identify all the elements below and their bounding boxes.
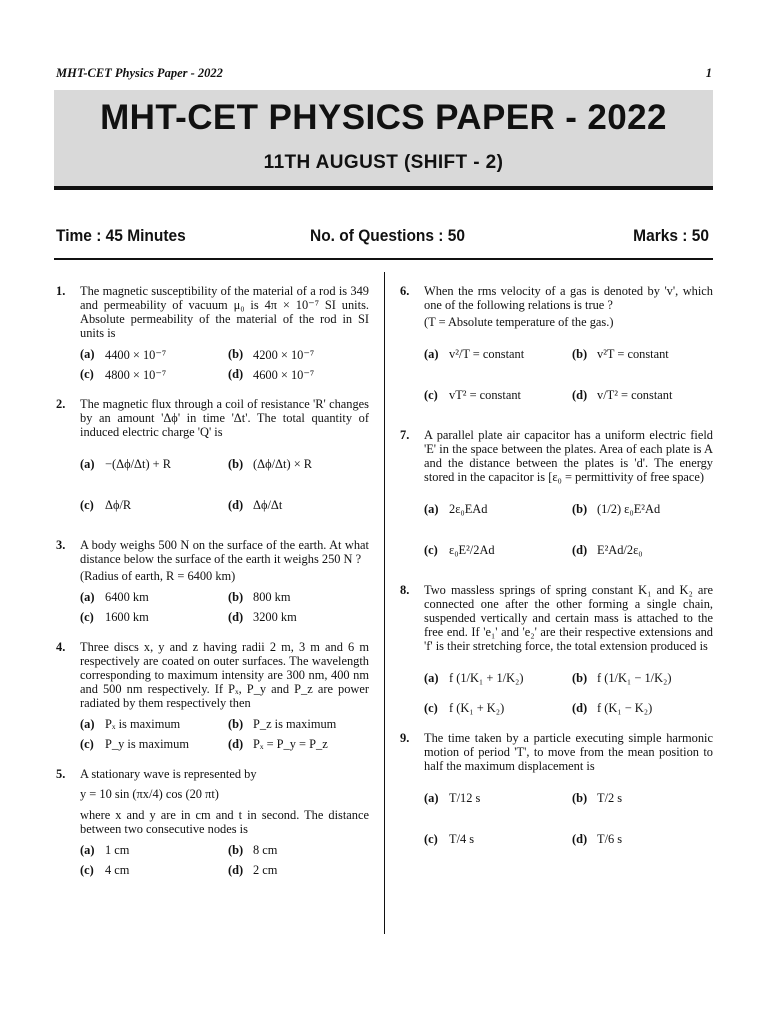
- question-note: where x and y are in cm and t in second. The distance between two consecutive nodes is: [80, 808, 369, 836]
- column-divider: [384, 272, 385, 934]
- option-text: 1 cm: [105, 843, 130, 857]
- question-number: 9.: [400, 731, 410, 745]
- option-text: T/4 s: [449, 831, 475, 846]
- option-text: 2 cm: [253, 863, 278, 877]
- question-4: [56, 640, 369, 753]
- question-number: 6.: [400, 284, 410, 298]
- exam-question-count: No. of Questions : 50: [310, 227, 466, 246]
- question-number: 2.: [56, 397, 66, 411]
- question-text: When the rms velocity of a gas is denoted by 'v', which one of the following relations is true ?: [424, 284, 713, 312]
- question-text: The magnetic flux through a coil of resistance 'R' changes by an amount 'Δϕ' in time 'Δt'. The total quantity of induced electric charge 'Q' is: [80, 397, 369, 439]
- options: [80, 589, 369, 626]
- question-number: 8.: [400, 583, 410, 597]
- option-c: (c) 1600 km: [80, 610, 149, 624]
- paper-title: MHT-CET PHYSICS PAPER - 2022: [100, 98, 667, 137]
- question-text: The time taken by a particle executing simple harmonic motion of period 'T', to move from the mean position to half the maximum displacement is: [424, 731, 713, 773]
- option-text: P_z is maximum: [253, 717, 337, 731]
- option-d: (d) f (K₁ − K₂): [572, 701, 653, 715]
- option-d: (d) Δϕ/Δt: [228, 497, 283, 512]
- question-number: 4.: [56, 640, 66, 654]
- option-d: (d) Pₓ = P_y = P_z: [228, 737, 328, 751]
- option-c: (c) Δϕ/R: [80, 497, 132, 512]
- option-text: 4400 × 10⁻⁷: [105, 347, 167, 362]
- option-c: (c) T/4 s: [424, 831, 475, 846]
- header-divider: [54, 258, 713, 260]
- option-b: (b) v²T = constant: [572, 346, 669, 361]
- option-d: (d) 2 cm: [228, 863, 278, 877]
- option-text: 4 cm: [105, 863, 130, 877]
- option-text: (Δϕ/Δt) × R: [253, 456, 313, 471]
- option-text: T/12 s: [449, 790, 481, 805]
- option-text: v²/T = constant: [449, 346, 525, 361]
- option-b: (b) P_z is maximum: [228, 717, 337, 731]
- option-a: (a) 2ε₀EAd: [424, 501, 488, 516]
- option-text: 1600 km: [105, 610, 149, 624]
- page-number: 1: [705, 66, 712, 80]
- options: [424, 490, 713, 569]
- option-text: T/2 s: [597, 790, 623, 805]
- options: [80, 346, 369, 383]
- option-text: (1/2) ε₀E²Ad: [597, 501, 661, 516]
- option-text: P_y is maximum: [105, 737, 189, 751]
- option-text: 2ε₀EAd: [449, 501, 488, 516]
- option-text: Pₓ = P_y = P_z: [253, 737, 328, 751]
- question-2: [56, 397, 369, 524]
- option-a: (a) −(Δϕ/Δt) + R: [80, 456, 172, 471]
- option-b: (b) 800 km: [228, 590, 291, 604]
- option-d: (d) E²Ad/2ε₀: [572, 542, 643, 557]
- option-text: −(Δϕ/Δt) + R: [105, 456, 172, 471]
- question-text: A stationary wave is represented by: [80, 767, 257, 781]
- option-a: (a) 1 cm: [80, 843, 130, 857]
- option-a: (a) f (1/K₁ + 1/K₂): [424, 670, 524, 685]
- option-text: v²T = constant: [597, 346, 669, 361]
- options: [424, 779, 713, 858]
- option-text: vT² = constant: [449, 387, 521, 402]
- option-d: (d) v/T² = constant: [572, 387, 673, 402]
- right-column: [400, 284, 713, 872]
- question-5: [56, 767, 369, 879]
- question-6: [400, 284, 713, 414]
- option-a: (a) 4400 × 10⁻⁷: [80, 347, 167, 362]
- question-note: (T = Absolute temperature of the gas.): [424, 315, 614, 329]
- option-b: (b) 4200 × 10⁻⁷: [228, 347, 315, 362]
- option-text: f (K₁ + K₂): [449, 701, 505, 715]
- question-number: 7.: [400, 428, 410, 442]
- option-text: f (1/K₁ − 1/K₂): [597, 670, 672, 685]
- running-head: [56, 66, 712, 82]
- option-text: 4200 × 10⁻⁷: [253, 347, 315, 362]
- options: [424, 659, 713, 717]
- question-text: The magnetic susceptibility of the material of a rod is 349 and permeability of vacuum μ₀ is 4π × 10⁻⁷ SI units. Absolute permeability of the material of the rod in SI units is: [80, 284, 369, 340]
- option-b: (b) T/2 s: [572, 790, 623, 805]
- question-8: [400, 583, 713, 717]
- question-3: [56, 538, 369, 626]
- option-b: (b) 8 cm: [228, 843, 278, 857]
- left-column: [56, 284, 369, 893]
- options: [424, 335, 713, 414]
- option-b: (b) f (1/K₁ − 1/K₂): [572, 670, 672, 685]
- option-a: (a) v²/T = constant: [424, 346, 525, 361]
- question-text: A body weighs 500 N on the surface of the earth. At what distance below the surface of the earth it weighs 250 N ?: [80, 538, 369, 566]
- option-text: 4600 × 10⁻⁷: [253, 367, 315, 382]
- option-a: (a) T/12 s: [424, 790, 481, 805]
- option-c: (c) P_y is maximum: [80, 737, 189, 751]
- paper-subtitle: 11TH AUGUST (SHIFT - 2): [263, 152, 504, 173]
- option-text: Δϕ/R: [105, 497, 132, 512]
- option-text: Δϕ/Δt: [253, 497, 283, 512]
- option-c: (c) 4 cm: [80, 863, 130, 877]
- option-text: 800 km: [253, 590, 291, 604]
- option-text: ε₀E²/2Ad: [449, 542, 495, 557]
- option-b: (b) (Δϕ/Δt) × R: [228, 456, 313, 471]
- exam-meta: [56, 228, 711, 249]
- option-text: 3200 km: [253, 610, 297, 624]
- option-text: T/6 s: [597, 831, 623, 846]
- option-a: (a) 6400 km: [80, 590, 149, 604]
- question-text: Two massless springs of spring constant K₁ and K₂ are connected one after the other forming a single chain, suspended vertically and certain mass is attached to the free end. If 'e₁' and 'e₂' are their respective extensions and 'f' is their stretching force, the total extension produced is: [424, 583, 713, 653]
- option-d: (d) T/6 s: [572, 831, 623, 846]
- question-text: A parallel plate air capacitor has a uniform electric field 'E' in the space between the plates. Area of each plate is A and the distance between the plates is 'd'. The energy stored in the capacitor is [ε₀ = permittivity of free space): [424, 428, 713, 484]
- option-b: (b) (1/2) ε₀E²Ad: [572, 501, 661, 516]
- option-c: (c) 4800 × 10⁻⁷: [80, 367, 167, 382]
- option-text: v/T² = constant: [597, 387, 673, 402]
- option-text: Pₓ is maximum: [105, 717, 181, 731]
- option-c: (c) f (K₁ + K₂): [424, 701, 505, 715]
- question-1: [56, 284, 369, 383]
- options: [80, 842, 369, 879]
- exam-time: Time : 45 Minutes: [56, 227, 186, 246]
- option-a: (a) Pₓ is maximum: [80, 717, 181, 731]
- option-text: 4800 × 10⁻⁷: [105, 367, 167, 382]
- title-banner: [54, 90, 713, 190]
- question-number: 3.: [56, 538, 66, 552]
- option-text: f (K₁ − K₂): [597, 701, 653, 715]
- question-number: 1.: [56, 284, 66, 298]
- option-text: E²Ad/2ε₀: [597, 542, 643, 557]
- options: [80, 445, 369, 524]
- question-7: [400, 428, 713, 569]
- running-title: MHT-CET Physics Paper - 2022: [56, 66, 223, 80]
- option-text: 6400 km: [105, 590, 149, 604]
- option-text: f (1/K₁ + 1/K₂): [449, 670, 524, 685]
- exam-marks: Marks : 50: [633, 227, 709, 246]
- option-c: (c) vT² = constant: [424, 387, 521, 402]
- question-number: 5.: [56, 767, 66, 781]
- option-d: (d) 3200 km: [228, 610, 297, 624]
- wave-equation: y = 10 sin (πx/4) cos (20 πt): [80, 787, 219, 801]
- option-text: 8 cm: [253, 843, 278, 857]
- options: [80, 716, 369, 753]
- question-note: (Radius of earth, R = 6400 km): [80, 569, 236, 583]
- option-d: (d) 4600 × 10⁻⁷: [228, 367, 315, 382]
- question-9: [400, 731, 713, 858]
- option-c: (c) ε₀E²/2Ad: [424, 542, 495, 557]
- question-text: Three discs x, y and z having radii 2 m, 3 m and 6 m respectively are coated on outer surfaces. The wavelength corresponding to maximum intensity are 300 nm, 400 nm and 500 nm respectively. If Pₓ, P_y and P_z are power radiated by them respectively then: [80, 640, 369, 710]
